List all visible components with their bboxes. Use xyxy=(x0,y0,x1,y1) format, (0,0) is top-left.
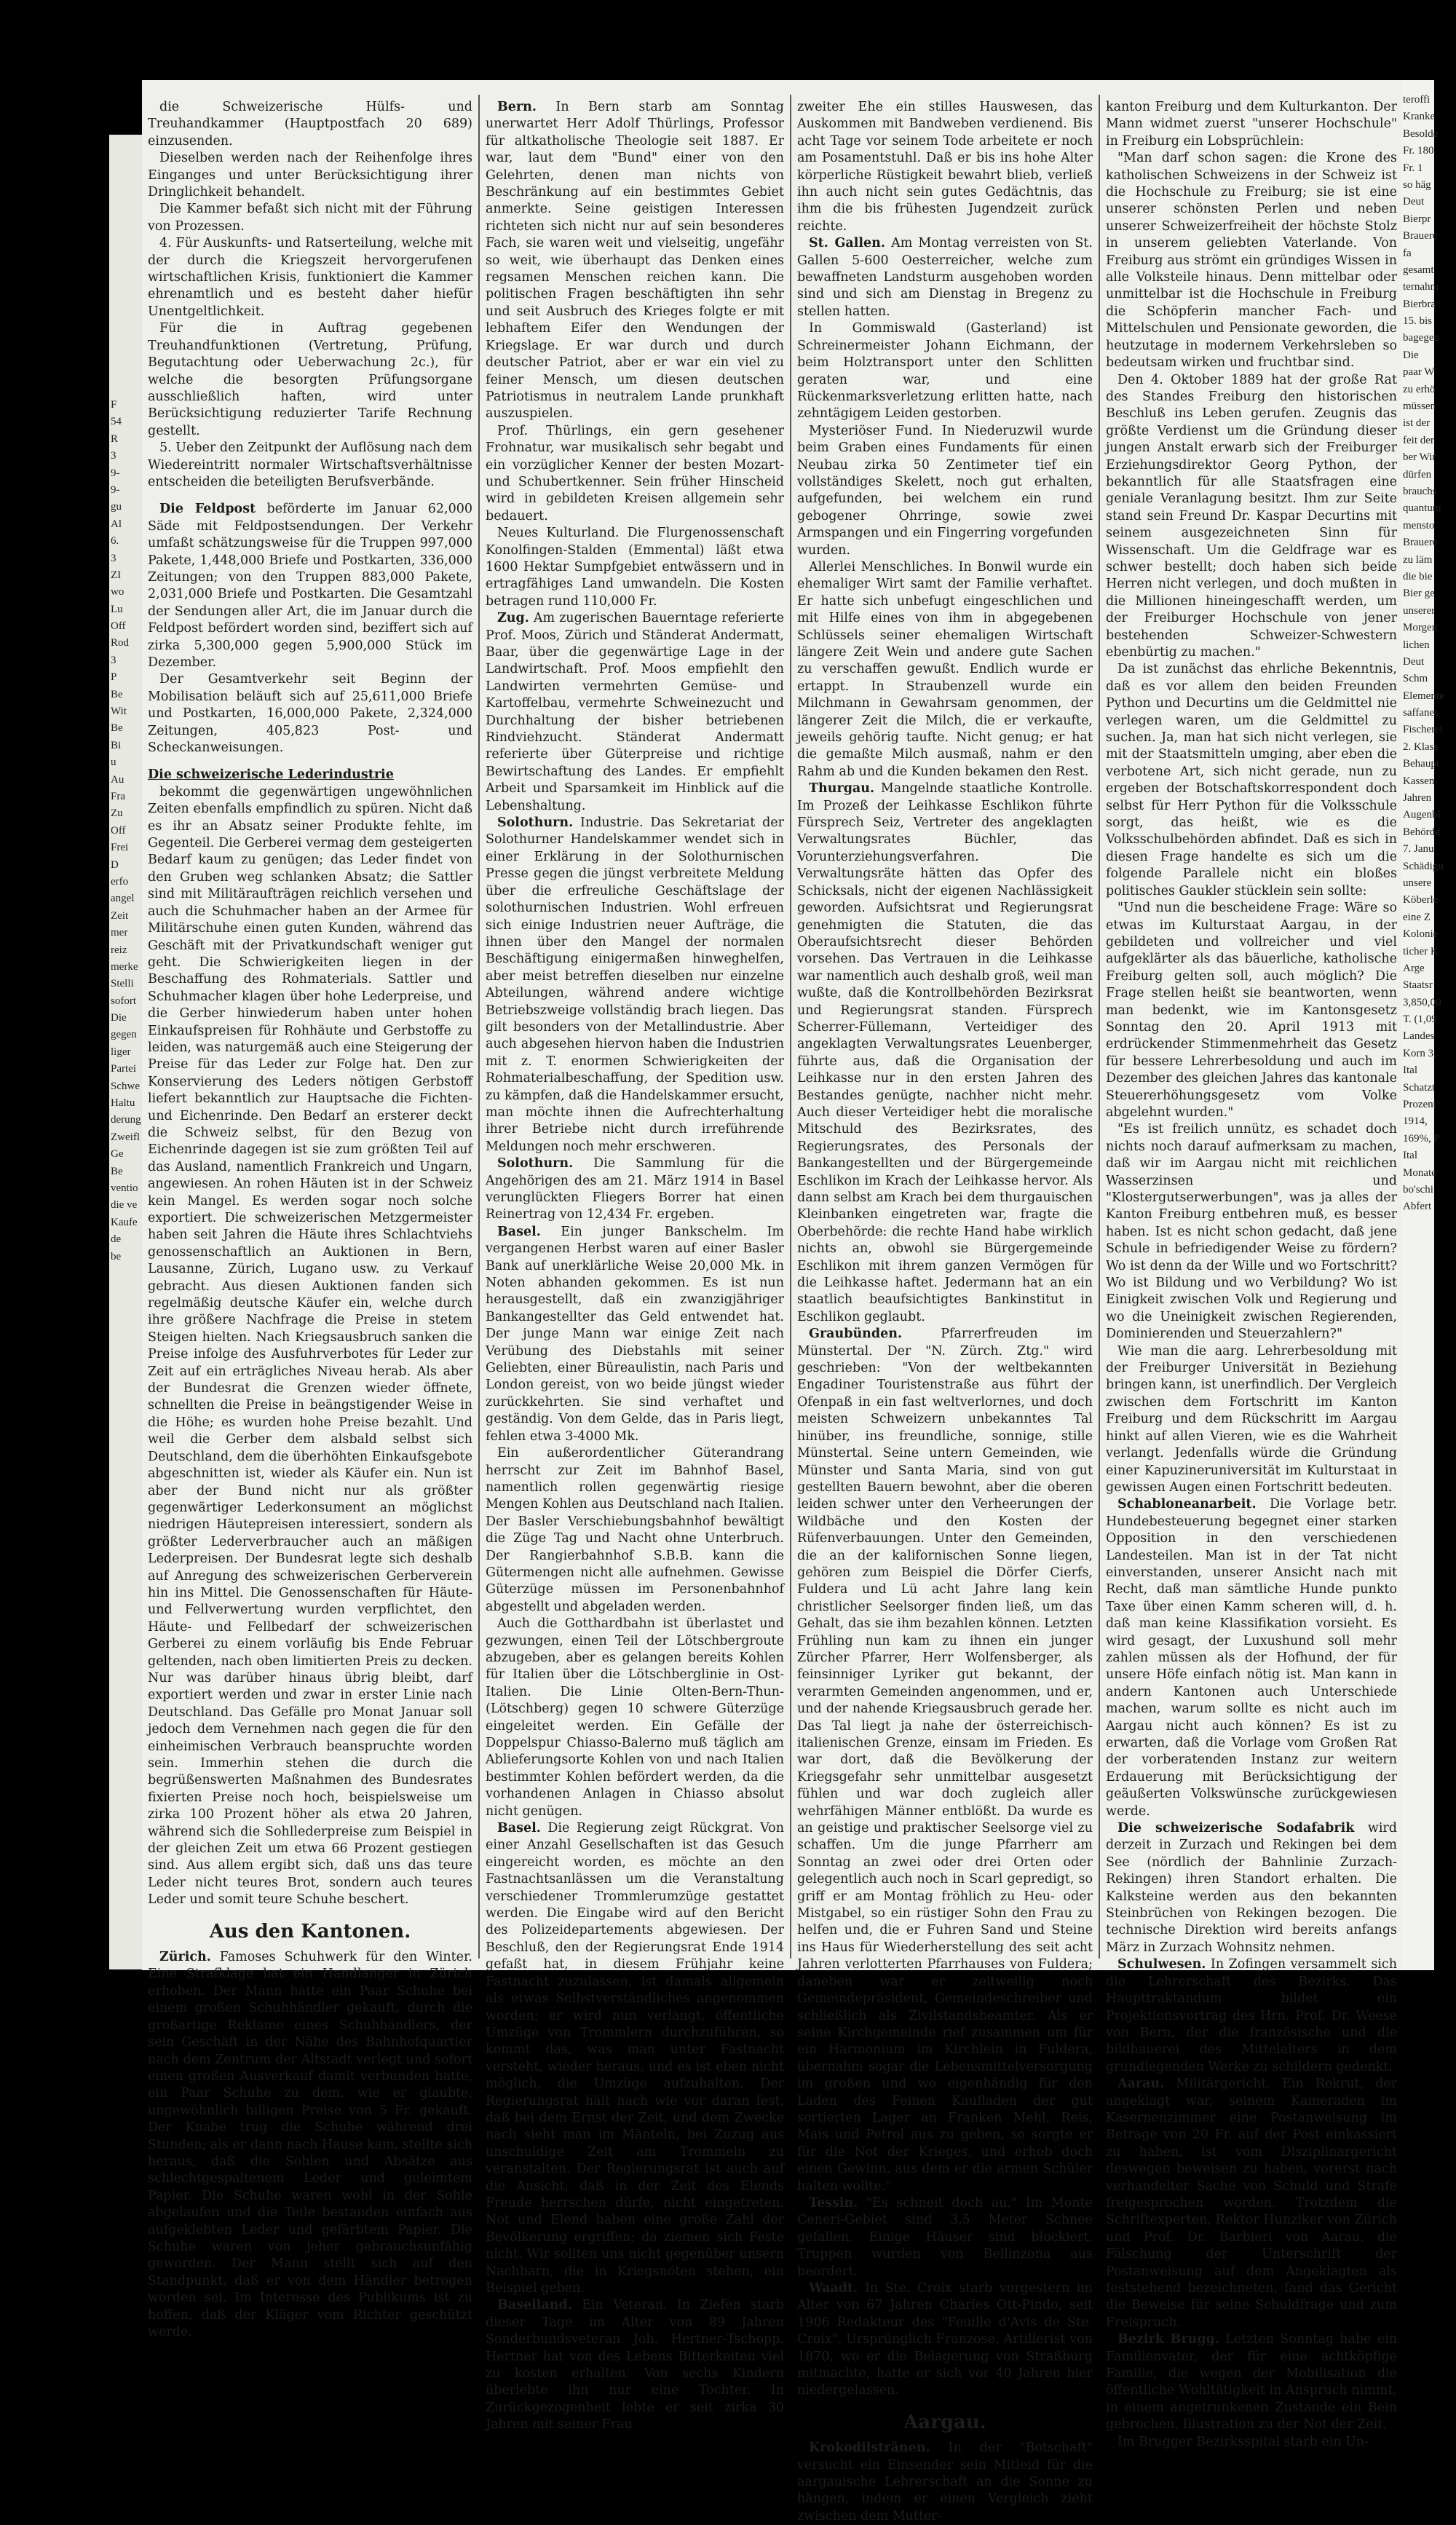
margin-fragment: Kolonie xyxy=(1403,928,1439,941)
margin-fragment: Schwe xyxy=(111,1080,140,1092)
margin-fragment: gegen xyxy=(111,1029,137,1041)
section-heading: Aus den Kantonen. xyxy=(209,1920,411,1943)
newspaper-page xyxy=(142,80,1401,2524)
article-paragraph xyxy=(1106,150,1397,371)
article-text: Am zugerischen Bauerntage referierte Prof. Moos, Zürich und Ständerat Andermatt, Baar, über die gegenwärtige Lage in der Landwirtschaft. Prof. Moos empfiehlt den Landwirten vermehrten Gemüse- und Kartoffelbau, vermehrte Schweinezucht und Durchhaltung der bisher betriebenen Rindviehzucht. Ständerat Andermatt referierte über Güterpreise und richtige Bewirtschaftung des Landes. Er empfiehlt Arbeit und Sparsamkeit im Hinblick auf die Lebenshaltung. xyxy=(486,611,784,813)
margin-fragment: Augenbl xyxy=(1403,809,1441,821)
article-text: Im Brugger Bezirksspital starb ein Un- xyxy=(1117,2434,1369,2449)
article-run-in-heading: Tessin. xyxy=(809,2195,858,2210)
margin-fragment: Brauere xyxy=(1403,537,1438,549)
margin-fragment: Off xyxy=(111,824,126,837)
article-text: Neues Kulturland. Die Flurgenossenschaft Konolfingen-Stalden (Emmental) läßt etwa 1600 Hektar Sumpfgebiet entwässern und in ertragfähiges Land umwandeln. Die Kosten betragen rund 110,000 Fr. xyxy=(486,526,784,609)
margin-fragment: die ve xyxy=(111,1199,138,1212)
margin-fragment: Zu xyxy=(111,807,123,820)
margin-fragment: paar W xyxy=(1403,366,1435,379)
margin-fragment: Be xyxy=(111,688,123,700)
article-text: In Bern starb am Sonntag unerwartet Herr Adolf Thürlings, Professor für altkatholische Theologie seit 1887. Er war, laut dem "Bund" einer von den Gelehrten, denen man nichts von Beschränkung auf ein bestimmtes Gebiet anmerkte. Seine geistigen Interessen richteten sich nicht nur auf sein besonderes Fach, sie waren weit und vielseitig, ungefähr so weit, wie überhaupt das Denken eines regsamen Menschen reichen kann. Die politischen Fragen beschäftigten ihn sehr und seit Ausbruch des Krieges folgte er mit lebhaftem Eifer den Wendungen der Kriegslage. Er war durch und durch deutscher Patriot, aber er war ein viel zu feiner Mensch, um diesen deutschen Patriotismus in neutralem Lande prunkhaft auszuspielen. xyxy=(486,100,784,422)
margin-fragment: Rod xyxy=(111,637,130,649)
article-run-in-heading: Thurgau. xyxy=(809,781,875,797)
margin-fragment: Fr. 180 xyxy=(1403,145,1434,157)
column-rule xyxy=(1099,95,1100,1959)
article-text: bekommt die gegenwärtigen ungewöhnlichen Zeiten ebenfalls empfindlich zu spüren. Nicht daß es ihr an Absatz seiner Produkte fehlte, im Gegenteil. Die Gerberei vermag dem gesteigerten Bedarf kaum zu genügen; das Leder findet von den Gruben weg schlanken Absatz; die Sattler sind mit Militäraufträgen reichlich versehen und auch die Schuhmacher haben an der Armee für Militärschuhe einen guten Kunden, während das Geschäft mit der Privatkundschaft weniger gut geht. Die Schwierigkeiten liegen in der Beschaffung des Rohmaterials. Sattler und Schuhmacher klagen über hohe Lederpreise, und die Gerber hinwiederum haben unter hohen Einkaufspreisen für Rohhäute und Gerbstoffe zu leiden, was naturgemäß auch eine Steigerung der Preise für das Leder zur Folge hat. Den zur Konservierung des Leders nötigen Gerbstoff liefert bekanntlich zur Hauptsache die Fichten- und Eichenrinde. Den Bedarf an ersterer deckt die Schweiz selbst, für den Bezug von Eichenrinde dagegen ist sie zum größten Teil auf das Ausland, namentlich Frankreich und Ungarn, angewiesen. An rohen Häuten ist in der Schweiz kein Mangel. Es werden sogar noch solche exportiert. Die schweizerischen Metzgermeister haben seit Jahren die Häute ihres Schlachtviehs genossenschaftlich an Auktionen in Bern, Lausanne, Zürich, Lugano usw. zu Verkauf gebracht. Aus diesen Auktionen fanden sich regelmäßig deutsche Käufer ein, welche durch ihre größere Nachfrage die Preise in stetem Steigen hielten. Nach Kriegsausbruch sanken die Preise infolge des Ausfuhrverbotes für Leder zur Zeit auf ein erträgliches Niveau herab. Als aber der Bundesrat die Grenzen wieder öffnete, schnellten die Preise in beängstigender Weise in die Höhe; es wurden hohe Preise bezahlt. Und weil die Gerber dem alsbald selbst sich Deutschland, dem die überhöhten Einkaufsgebote abgeschnitten ist, wieder als Käufer ein. Nun ist aber der Bund nicht nur als größter gegenwärtiger Lederkonsument an möglichst niedrigen Häutepreisen interessiert, sondern als größter Lederverbraucher auch an mäßigen Lederpreisen. Der Bundesrat legte sich deshalb auf Anregung des schweizerischen Gerberverein hin ins Mittel. Die Genossenschaften für Häute- und Fellverwertung wurden verpflichtet, den Häute- und Fellbedarf der schweizerischen Gerberei zu einem vorläufig bis Ende Februar geltenden, nach oben limitierten Preis zu decken. Nur was darüber hinaus übrig bleibt, darf exportiert werden und zwar in erster Linie nach Deutschland. Das Gefälle pro Monat Januar soll jedoch dem Vernehmen nach gegen die für den einheimischen Verbrauch beanspruchte worden sein. Immerhin stehen die durch die begrüßenswerten Maßnahmen des Bundesrates fixierten Preise noch hoch, beispielsweise um zirka 100 Prozent höher als etwa 20 Jahren, während sich die Sohllederpreise zum Beispiel in der gleichen Zeit um etwa 66 Prozent gestiegen sind. Aus allem ergibt sich, daß uns das teure Leder nicht teures Brot, sondern auch teures Leder und somit teure Schuhe beschert. xyxy=(148,784,472,1908)
margin-fragment: Korn 3, xyxy=(1403,1047,1436,1059)
article-run-in-heading: Solothurn. xyxy=(497,815,574,831)
article-text: Die Regierung zeigt Rückgrat. Von einer Anzahl Gesellschaften ist das Gesuch eingereicht worden, es möchte an den Fastnachtsanlässen um die Veranstaltung verschiedener Trommlerumzüge gestattet werden. Die Eingabe wird auf den Bericht des Polizeidepartements abgewiesen. Der Beschluß, den der Regierungsrat Ende 1914 gefaßt hat, in diesem Frühjahr keine Fastnacht zuzulassen, ist damals allgemein als etwas Selbstverständliches angenommen worden; er wird nun verlangt, öffentliche Umzüge von Trommlern durchzuführen, so kommt das, was man unter Fastnacht versteht, wieder heraus, und es ist eben nicht möglich, die Umzüge aufzuhalten. Der Regierungsrat hält nach wie vor daran fest, daß bei dem Ernst der Zeit, und dem Zwecke nach sieht man im Mänteln, bei Zuzug aus unschuldige Zeit am Trommeln zu veranstalten. Der Regierungsrat ist auch auf die Ansicht, daß in der Zeit des Elends Freude herrschen dürfe, nicht eingetreten. Not und Elend haben eine große Zahl der Bevölkerung ergriffen; da ziemen sich Feste nicht. Wir sollten uns nicht gegenüber unsern Nachbarn, die in Kriegsnöten stehen, ein Beispiel geben. xyxy=(486,1821,784,2296)
article-paragraph xyxy=(1106,900,1397,1121)
article-paragraph xyxy=(486,1155,784,1224)
article-run-in-heading: Schabloneanarbeit. xyxy=(1117,1497,1257,1512)
spacer xyxy=(148,491,472,501)
article-paragraph xyxy=(486,1820,784,2297)
article-paragraph xyxy=(1106,99,1397,150)
article-text: Den 4. Oktober 1889 hat der große Rat des Standes Freiburg den historischen Beschluß ins Leben gerufen. Zeugnis das größte Verdienst um die Gründung dieser jungen Anstalt erwarb sich der Freiburger Erziehungsdirektor Georg Python, der bekanntlich für alle Staatsfragen eine geniale Veranlagung besitzt. Ihm zur Seite stand sein Freund Dr. Kaspar Decurtins mit seinem ausgezeichneten Sinn für Wissenschaft. Um die Geldfrage war es schwer bestellt; doch haben sich beide Herren nicht verlegen, und doch mußten in die Millionen hineingeschafft werden, um der Freiburger Hochschule von jener bestehenden Schweizer-Schwestern ebenbürtig zu machen." xyxy=(1106,372,1397,660)
margin-fragment: eine Z xyxy=(1403,911,1431,923)
margin-fragment: Ital xyxy=(1403,1150,1417,1162)
margin-fragment: angel xyxy=(111,893,135,905)
margin-fragment: Brauere xyxy=(1403,230,1438,242)
article-text: In der "Botschaft" versucht ein Einsender sein Mitleid für die aargauische Lehrerschaft an die Sonne zu hängen, indem er einen Vergleich zieht zwischen dem Mutter- xyxy=(797,2441,1093,2524)
article-text: Ein junger Bankschelm. Im vergangenen Herbst waren auf einer Basler Bank auf unerklärliche Weise 20,000 Mk. in Noten abhanden gekommen. Es ist nun herausgestellt, daß ein zwanzigjähriger Bankangestellter das Geld entwendet hat. Der junge Mann war einige Zeit nach Verübung des Diebstahls mit seiner Geliebten, einer Büreaulistin, nach Paris und London gereist, von wo beide jüngst wieder zurückkehrten. Sie sind verhaftet und geständig. Von dem Gelde, das in Paris liegt, fehlen etwa 3-4000 Mk. xyxy=(486,1224,784,1444)
margin-fragment: derung xyxy=(111,1114,141,1126)
margin-fragment: müssen xyxy=(1403,400,1436,413)
margin-fragment: 3 xyxy=(111,450,116,462)
article-paragraph xyxy=(486,99,784,423)
article-paragraph xyxy=(1106,1343,1397,1497)
margin-fragment: T. (1,09 xyxy=(1403,1013,1437,1026)
margin-fragment: lichen xyxy=(1403,639,1430,651)
margin-fragment: Schm xyxy=(1403,673,1428,685)
margin-fragment: Schädigu xyxy=(1403,860,1444,872)
column-rule xyxy=(790,95,791,1959)
article-text: In Zofingen versammelt sich die Lehrerschaft des Bezirks. Das Haupttraktandum bildet ein Projektionsvortrag des Hrn. Prof. Dr. Weese von Bern, der die französische und die bildhauerei des Mittelalters in dem grundlegenden Werke zu schildern gedenkt. xyxy=(1106,1957,1397,2074)
article-run-in-heading: Bezirk Brugg. xyxy=(1117,2332,1219,2347)
margin-fragment: Fra xyxy=(111,790,125,802)
article-text: "Es schneit doch au." Im Monte Ceneri-Gebiet sind 3,5 Meter Schnee gefallen. Einige Häuser sind blockiert. Truppen wurden von Bellinzona aus beordert. xyxy=(797,2195,1093,2279)
margin-fragment: Die xyxy=(1403,349,1419,361)
margin-fragment: Monate xyxy=(1403,1166,1436,1179)
margin-fragment: 3 xyxy=(111,552,116,564)
article-run-in-heading: Baselland. xyxy=(497,2298,572,2313)
article-text: Am Montag verreisten von St. Gallen 5-600 Oesterreicher, welche zum bewaffneten Landsturm ausgehoben worden sind und sich am Dienstag in Bregenz zu stellen hatten. xyxy=(797,236,1093,319)
margin-fragment: 7. Janu xyxy=(1403,843,1434,856)
margin-fragment: 9- xyxy=(111,467,120,479)
article-run-in-heading: St. Gallen. xyxy=(809,236,885,251)
article-text: Für die in Auftrag gegebenen Treuhandfunktionen (Vertretung, Prüfung, Begutachtung oder Ueberwachung 2c.), für welche die besorgten Prüfungsorgane ausschließlich haften, wird unter Berücksichtigung reduzierter Tarife Rechnung gestellt. xyxy=(148,321,472,438)
margin-fragment: Ital xyxy=(1403,1064,1417,1077)
margin-fragment: Ge xyxy=(111,1148,124,1161)
article-paragraph xyxy=(1106,1121,1397,1343)
article-paragraph xyxy=(1106,2076,1397,2331)
article-text: Allerlei Menschliches. In Bonwil wurde ein ehemaliger Wirt samt der Familie verhaftet. Er hatte sich unbefugt eingeschlichen und mit Hilfe eines von ihm in abgegebenen Schlüssels seiner ehemaligen Wirtschaft längere Zeit Wein und andere gute Sachen zu verschaffen gewußt. Endlich wurde er ertappt. In Straubenzell wurde ein Milchmann in Gewahrsam genommen, der längerer Zeit die Milch, die er verkaufte, jeweils gehörig taufte. Nicht genug; er hat die gemaßte Milch ausmaß, nahm er den Rahm ab und die Kunden bekamen den Rest. xyxy=(797,559,1093,779)
margin-fragment: Be xyxy=(111,722,123,735)
margin-fragment: P xyxy=(111,671,117,684)
margin-fragment: Köberle xyxy=(1403,894,1439,906)
article-paragraph xyxy=(486,1224,784,1445)
article-paragraph xyxy=(148,784,472,1909)
margin-fragment: gesamt xyxy=(1403,264,1434,276)
margin-fragment: Staatsr xyxy=(1403,979,1433,992)
article-paragraph xyxy=(148,440,472,491)
article-run-in-heading: Graubünden. xyxy=(809,1327,903,1342)
article-text: Die Sammlung für die Angehörigen des am 21. März 1914 in Basel verunglückten Fliegers Borrer hat einen Reinertrag von 12,434 Fr. ergeben. xyxy=(486,1156,784,1222)
article-text: Ein außerordentlicher Güterandrang herrscht zur Zeit im Bahnhof Basel, namentlich rollen gegenwärtig riesige Mengen Kohlen aus Deutschland nach Italien. Der Basler Verschiebungsbahnhof bewältigt die Züge Tag und Nacht ohne Unterbruch. Der Rangierbahnhof S.B.B. kann die Gütermengen nicht alle aufnehmen. Gewisse Güterzüge müssen im Personenbahnhof abgestellt und abgeladen werden. xyxy=(486,1446,784,1614)
margin-fragment: mer xyxy=(111,927,128,939)
margin-fragment: Deut xyxy=(1403,655,1425,668)
article-text: "Man darf schon sagen: die Krone des katholischen Schweizens in der Schweiz ist die Hochschule zu Freiburg; sie ist eine unserer schönsten Perlen und neben unserer Schweizerfreiheit der höchste Stolz in unserem geliebten Vaterlande. Von Freiburg aus strömt ein gründiges Wissen in alle Volksteile hinaus. Denn mittelbar oder unmittelbar ist die Hochschule in Freiburg die Schöpferin mancher Fach- und Mittelschulen und Pensionate geworden, die heutzutage in modernem Verkehrsleben so bedeutsam wirken und fruchtbar sind. xyxy=(1106,151,1397,371)
margin-fragment: Off xyxy=(111,620,126,633)
article-paragraph xyxy=(486,815,784,1155)
margin-fragment: Bier ge xyxy=(1403,588,1435,600)
margin-fragment: Jahren xyxy=(1403,792,1432,805)
margin-fragment: saffanes xyxy=(1403,707,1439,719)
left-page-margin xyxy=(109,135,142,1969)
article-paragraph xyxy=(486,423,784,525)
margin-fragment: teroffi xyxy=(1403,94,1431,106)
margin-fragment: bagegen xyxy=(1403,332,1439,344)
column-1 xyxy=(148,99,472,2339)
article-paragraph xyxy=(1106,2434,1397,2451)
margin-fragment: Die xyxy=(111,1012,127,1024)
article-paragraph xyxy=(148,150,472,201)
article-text: Auch die Gotthardbahn ist überlastet und gezwungen, einen Teil der Lötschbergroute abzugeben, aber es gelangen bereits Kohlen für Italien über die Lötschberglinie in Ost-Italien. Die Linie Olten-Bern-Thun-(Lötschberg) gegen 10 schwere Güterzüge eingeleitet werden. Ein Gefälle der Doppelspur Chiasso-Balerno muß täglich am Ablieferungsorte Kohlen von und nach Italien bestimmter Kohlen befördert werden, da die vorhandenen Anlagen in Chiasso absolut nicht genügen. xyxy=(486,1616,784,1819)
margin-fragment: de xyxy=(111,1233,122,1246)
margin-fragment: D xyxy=(111,858,119,871)
article-text: In Gommiswald (Gasterland) ist Schreinermeister Johann Eichmann, der beim Holztransport unter den Schlitten geraten war, und eine Rückenmarksverletzung erlitten hatte, nach zehntägigem Leiden gestorben. xyxy=(797,321,1093,422)
article-paragraph xyxy=(1106,2331,1397,2433)
margin-fragment: Landes xyxy=(1403,1030,1435,1043)
margin-fragment: Stelli xyxy=(111,978,134,990)
article-text: Famoses Schuhwerk für den Winter. Eine Strafklage hat ein Handlanger in Zürich erhoben. Der Mann hatte ein Paar Schuhe bei einem großen Schuhhändler gekauft, durch die großartige Reklame eines Schuhhändlers, der sein Geschäft in der Nähe des Bahnhofquartier nach dem Zentrum der Altstadt verlegt und sofort einen großen Ausverkauf damit verbunden hatte, ein Paar Schuhe zu dem, wie er glaubte, ungewöhnlich billigen Preise von 5 Fr. gekauft. Der Knabe trug die Schuhe während drei Stunden; als er dann nach Hause kam, stellte sich heraus, daß die Sohlen und Absätze aus schlechtgespaltenem Leder und geleimtem Papier. Die Schuhe waren wohl in der Sohle abgelaufen und die Teile bestanden einfach aus aufgeklebten Leder und gefärbtem Papier. Die Schuhe waren von jeher gebrauchsunfähig geworden. Der Mann stellt sich auf den Standpunkt, daß er von dem Händler betrogen worden sei. Im Interesse des Publikums ist zu hoffen, daß der Kläger vom Richter geschützt werde. xyxy=(148,1950,472,2339)
margin-fragment: 3,850,00 xyxy=(1403,996,1441,1008)
margin-fragment: erfo xyxy=(111,875,129,888)
article-paragraph xyxy=(486,1445,784,1616)
margin-fragment: 2. Klass xyxy=(1403,740,1439,753)
margin-fragment: feit der xyxy=(1403,434,1434,446)
margin-fragment: Fr. 1 xyxy=(1403,162,1423,174)
article-text: Pfarrerfreuden im Münstertal. Der "N. Zürch. Ztg." wird geschrieben: "Von der weltbekannten Engadiner Touristenstraße aus führt der Ofenpaß in ein fast weltverlornes, und doch meisten Schweizern unbekanntes Tal hinüber, ins freundliche, sonnige, stille Münstertal. Seine untern Gemeinden, wie Münster und Santa Maria, sind von gut gestellten Bauern bewohnt, aber die oberen leiden schwer unter den Verheerungen der Wildbäche und den Kosten der Rüfenverbauungen. Unter den Gemeinden, die an der kalifornischen Sonne liegen, gehören zum Beispiel die Dörfer Cierfs, Fuldera und Lü acht Jahre lang kein christlicher Seelsorger finden ließ, um das Gehalt, das sie ihm bezahlen können. Letzten Frühling nun kam zu ihnen ein junger Zürcher Pfarrer, Herr Wolfensberger, als feinsinniger Lyriker gut bekannt, der verarmten Gemeinden angenommen, und er, und der nahende Kriegsausbruch gerade her. Das Tal liegt ja nahe der österreichisch-italienischen Grenze, einsam im Frieden. Es war dort, daß die Bevölkerung der Kriegsgefahr sehr unmittelbar ausgesetzt fühlen und war doch zugleich aller wehrfähigen Männer entblößt. Da wurde es an geistige und praktischer Seelsorge viel zu schaffen. Um die junge Pfarrherr am Sonntag an zwei oder drei Orten oder gelegentlich auch noch in Scarl gepredigt, so griff er am Montag fröhlich zu Heu- oder Mistgabel, so ein rüstiger Sohn den Frau zu helfen und, die er Fuhren Sand und Steine ins Haus für Wiederherstellung des seit acht Jahren verlotterten Pfarrhauses von Fuldera; daneben war er zeitweilig noch Gemeindepräsident, Gemeindeschreiber und schließlich als Zivilstandsbeamter. Als er seine Kirchgemeinde rief zusammen um für ein Harmonium im Kirchlein in Fuldera, übernahm sogar die Lebensmittelversorgung im großen und wo eigenhändig für den Laden des Feinen Kaufladen der gut sortierten Lager an Franken Mehl, Reis, Mais und Petrol aus zu geben, so sorgte er für die Not der Krieges, und erhob doch einen Gewinn, aus dem er die armen Schüler halten wollte." xyxy=(797,1327,1093,2194)
margin-fragment: 54 xyxy=(111,416,122,428)
article-text: "Es ist freilich unnütz, es schadet doch nichts noch darauf aufmerksam zu machen, daß wir im Aargau nicht mit reichlichen Wasserzinsen und "Klostergutserwerbungen", was ja alles der Kanton Freiburg entbehren muß, es besser haben. Ist es nicht schon gedacht, daß jene Schule in befriedigender Weise zu fördern? Wo ist denn da der Wille und wo Fortschritt? Wo ist Bildung und wo Verbildung? Wo ist Einigkeit zwischen Volk und Regierung und wo die Uneinigkeit zwischen Regierenden, Dominierenden und Steuerzahlern?" xyxy=(1106,1122,1397,1342)
margin-fragment: Abfert xyxy=(1403,1201,1432,1213)
margin-fragment: Bi xyxy=(111,739,122,751)
margin-fragment: so häg xyxy=(1403,178,1431,191)
margin-fragment: merke xyxy=(111,960,138,973)
article-run-in-heading: Krokodilstränen. xyxy=(809,2441,930,2456)
margin-fragment: zu läm xyxy=(1403,553,1433,566)
margin-fragment: Schatzt xyxy=(1403,1081,1436,1094)
article-run-in-heading: Zürich. xyxy=(159,1950,211,1965)
article-text: "Und nun die bescheidene Frage: Wäre so etwas im Kulturstaat Aargau, in der gebildeten und vollreicher und viel aufgeklärter als das bäuerliche, katholische Freiburg gelten soll, auch möglich? Die Frage stellen heißt sie beantworten, wenn man bedenkt, wie im Kantonsgesetz Sonntag den 20. April 1913 mit erdrückender Stimmenmehrheit das Gesetz für bessere Lehrerbesoldung und auch im Dezember des gleichen Jahres das kantonale Steuererhöhungsgesetz vom Volke abgelehnt wurden." xyxy=(1106,901,1397,1120)
margin-fragment: ticher K xyxy=(1403,945,1439,957)
left-margin-fragments xyxy=(111,397,141,1265)
article-paragraph xyxy=(797,559,1093,781)
margin-fragment: Haltu xyxy=(111,1097,135,1110)
article-text: Ein Veteran. In Ziefen starb dieser Tage im Alter von 89 Jahren Sonderbundsveteran Joh. Hertner-Tschopp. Hertner hat von des Lebens Bitterkeiten viel zu kosten erhalten. Von sechs Kindern überlebte ihn nur eine Tochter. In Zurückgezogenheit lebte er seit zirka 30 Jahren mit seiner Frau xyxy=(486,2298,784,2433)
column-4 xyxy=(1106,99,1397,2449)
article-title: Die schweizerische Lederindustrie xyxy=(148,767,394,783)
article-text: Letzten Sonntag habe ein Familienvater, der für eine achtköpfige Familie, die wegen der Mobilisation die öffentliche Wohltätigkeit in Anspruch nimmt, in einem angetrunkenen Zustande ein Bein gebrochen. Illustration zu der Not der Zeit. xyxy=(1106,2332,1397,2433)
article-run-in-heading: Waadt. xyxy=(809,2281,858,2296)
margin-fragment: 6. xyxy=(111,535,119,548)
margin-fragment: Bierpr xyxy=(1403,213,1431,225)
margin-fragment: brauchs xyxy=(1403,485,1437,497)
article-text: Die Vorlage betr. Hundebesteuerung begegnet einer starken Opposition in den verschiedenen Landesteilen. Man ist in der Tat nicht einverstanden, unserer Ansicht nach mit Recht, daß man sämtliche Hunde punkto Taxe über einen Kamm scheren will, d. h. daß man keine Klassifikation vorsieht. Es wird gesagt, der Luxushund soll mehr zahlen müssen als der Hofhund, der für unsere Höfe einfach nötig ist. Man kann in andern Kantonen auch Unterschiede machen, warum sollte es nicht auch im Aargau nicht auch können? Es ist zu erwarten, daß die Vorlage vom Großen Rat der vorberatenden Instanz zur weitern Erdauerung mit Berücksichtigung der geäußerten Volkswünsche zurückgewiesen werde. xyxy=(1106,1497,1397,1819)
article-run-in-heading: Basel. xyxy=(497,1224,541,1239)
margin-fragment: unsere xyxy=(1403,877,1432,889)
margin-fragment: 9- xyxy=(111,483,120,496)
article-paragraph xyxy=(797,235,1093,320)
margin-fragment: ternahm xyxy=(1403,281,1439,293)
margin-fragment: Frei xyxy=(111,842,129,854)
margin-fragment: Elemente xyxy=(1403,689,1444,702)
article-run-in-heading: Zug. xyxy=(497,611,529,626)
article-paragraph xyxy=(148,201,472,235)
article-text: Dieselben werden nach der Reihenfolge ihres Einganges und unter Berücksichtigung ihrer Dringlichkeit behandelt. xyxy=(148,151,472,200)
margin-fragment: 1914, xyxy=(1403,1115,1428,1128)
article-paragraph xyxy=(486,525,784,610)
margin-fragment: fa xyxy=(1403,247,1412,259)
margin-fragment: Arge xyxy=(1403,962,1425,974)
article-text: In Ste. Croix starb vorgestern im Alter von 67 Jahren Charles Ott-Pindo, seit 1906 Redakteur des "Feuille d'Avis de Ste. Croix". Ursprünglich Franzose, Artillerist von 1870, wo er die Belagerung von Straßburg mitmachte, hatte er sich vor 40 Jahren hier niedergelassen. xyxy=(797,2281,1093,2398)
article-paragraph xyxy=(1106,1956,1397,2076)
article-text: Prof. Thürlings, ein gern gesehener Frohnatur, war musikalisch sehr begabt und ein vorzüglicher Kenner der besten Mozart- und Schubertkenner. Sein früher Hinscheid wird in gebildeten Kreisen allgemein sehr bedauert. xyxy=(486,423,784,523)
article-text: Militärgericht. Ein Rekrut, der angeklagt war, seinem Kameraden im Kasernenzimmer eine Postanweisung im Betrage von 20 Fr. auf der Post einkassiert zu haben, ist vom Disziplinargericht deswegen beweisen zu haben, vorerst nach verhandelter Sache von Schuld und Strafe freigesprochen worden. Trotzdem die Schriftexperten, Rektor Hunziker von Zürich und Prof. Dr. Barbieri von Aarau, die Fälschung der Unterschrift der Postanweisung auf dem Angeklagten als feststehend bezeichneten, fand das Gericht die Beweise für seine Schuldfrage und zum Freispruch. xyxy=(1106,2076,1397,2330)
margin-fragment: ZI xyxy=(111,569,122,581)
margin-fragment: Besolde xyxy=(1403,127,1439,140)
spacer xyxy=(148,756,472,767)
article-paragraph xyxy=(148,235,472,320)
margin-fragment: wo xyxy=(111,586,124,598)
article-paragraph xyxy=(486,2297,784,2433)
article-paragraph xyxy=(1106,372,1397,662)
margin-fragment: mensto xyxy=(1403,519,1435,532)
margin-fragment: dürfen xyxy=(1403,468,1432,481)
margin-fragment: Lu xyxy=(111,603,123,615)
margin-fragment: Kaufe xyxy=(111,1216,138,1228)
article-run-in-heading: Die schweizerische Sodafabrik xyxy=(1117,1821,1355,1836)
article-paragraph xyxy=(797,2280,1093,2400)
article-paragraph xyxy=(148,320,472,440)
article-paragraph xyxy=(148,1949,472,2341)
article-run-in-heading: Die Feldpost xyxy=(159,502,256,517)
margin-fragment: u xyxy=(111,756,116,769)
article-paragraph xyxy=(486,1616,784,1820)
article-text: wird derzeit in Zurzach und Rekingen bei dem See (nördlich der Bahnlinie Zurzach-Rekingen) ihren Standort erhalten. Die Kalksteine werden aus den bekannten Steinbrüchen von Rekingen bezogen. Die technische Direktion wird bereits anfangs März in Zurzach Wohnsitz nehmen. xyxy=(1106,1821,1397,1955)
article-paragraph xyxy=(486,610,784,815)
margin-fragment: sofort xyxy=(111,995,136,1007)
article-paragraph xyxy=(1106,1496,1397,1820)
margin-fragment: Behörde xyxy=(1403,826,1440,838)
margin-fragment: Morgen xyxy=(1403,622,1438,634)
article-run-in-heading: Aarau. xyxy=(1117,2076,1165,2092)
article-text: kanton Freiburg und dem Kulturkanton. Der Mann widmet zuerst "unserer Hochschule" in Freiburg ein Lobsprüchlein: xyxy=(1106,100,1397,149)
margin-fragment: reiz xyxy=(111,944,127,956)
margin-fragment: Kranke xyxy=(1403,111,1436,123)
article-text: Mysteriöser Fund. In Niederuzwil wurde beim Graben eines Fundaments für einen Neubau zirka 50 Zentimeter tief ein vollständiges Skelett, noch gut erhalten, aufgefunden, bei welchem ein rund gebogener Ohrringe, sowie zwei Armspangen und ein Fingerring vorgefunden wurden. xyxy=(797,423,1093,558)
article-run-in-heading: Schulwesen. xyxy=(1117,1957,1206,1972)
margin-fragment: Be xyxy=(111,1165,123,1177)
article-text: 4. Für Auskunfts- und Ratserteilung, welche mit der durch die Kriegszeit hervorgerufenen wirtschaftlichen Krisis, funktioniert die Kammer ehrenamtlich und es besteht daher hiefür Unentgeltlichkeit. xyxy=(148,236,472,319)
article-text: Da ist zunächst das ehrliche Bekenntnis, daß es vor allem den beiden Freunden Python und Decurtins um die Geldmittel nie verlegen waren, um die Geldmittel zu suchen. Ja, man hat sich nicht verlegen, sie mit der Staatsmitteln umging, aber eben die verbotene Art, sich nicht gerade, nun zu ergeben der Botschaftskorrespondent doch selbst für Herr Python für die Volksschule sorgt, das heißt, wie es die Volksschulbehörden abfindet. Daß es sich in diesen Frage handelte es sich um die folgende Parallele nicht ein bloßes politisches Gaukler stücklein sein sollte: xyxy=(1106,662,1397,898)
article-text: Wie man die aarg. Lehrerbesoldung mit der Freiburger Universität in Beziehung bringen kann, ist unerfindlich. Der Vergleich zwischen dem Fortschritt im Kanton Freiburg und dem Rückschritt im Aargau hinkt auf allen Vieren, wie es die Wahrheit verlangt. Jedenfalls würde die Gründung einer Kapuzineruniversität im Kulturstaat in gewissen Augen einen Fortschritt bedeuten. xyxy=(1106,1343,1397,1495)
margin-fragment: Wit xyxy=(111,706,127,718)
margin-fragment: Au xyxy=(111,773,124,786)
article-text: die Schweizerische Hülfs- und Treuhandkammer (Hauptpostfach 20 689) einzusenden. xyxy=(148,100,472,149)
margin-fragment: Al xyxy=(111,518,122,530)
margin-fragment: F xyxy=(111,399,117,411)
margin-fragment: Fischerei xyxy=(1403,724,1443,736)
article-paragraph xyxy=(797,2440,1093,2525)
margin-fragment: Behaupt xyxy=(1403,758,1439,770)
article-paragraph xyxy=(797,2195,1093,2280)
margin-fragment: be xyxy=(111,1250,122,1262)
article-run-in-heading: Bern. xyxy=(497,100,537,114)
article-text: Industrie. Das Sekretariat der Solothurner Handelskammer wendet sich in einer Erklärung in der Solothurnischen Presse gegen die jüngst verbreitete Meldung über die erfreuliche Geschäftslage der solothurnischen Industrien. Wohl erfreuen sich einige Industrien neuer Aufträge, die ihnen über den Mangel der normalen Beschäftigung einigermaßen hinweghelfen, aber meist betreffen dieselben nur einzelne Abteilungen, während andere wichtige Betriebszweige vollständig brach liegen. Das gilt besonders von der Metallindustrie. Aber auch abgesehen hiervon haben die Industrien mit z. T. enormen Schwierigkeiten der Rohmaterialbeschaffung, der Spedition usw. zu kämpfen, daß die Handelskammer ersucht, man möchte ihnen die Aufrechterhaltung ihrer Betriebe nicht durch irreführende Meldungen noch mehr erschweren. xyxy=(486,815,784,1154)
margin-fragment: Partei xyxy=(111,1063,136,1075)
article-text: Mangelnde staatliche Kontrolle. Im Prozeß der Leihkasse Eschlikon führte Fürsprech Seiz, Vertreter des angeklagten Verwaltungsrates Büchler, das Vorunterziehungsverfahren. Die Verwaltungsräte hätten das Opfer des Schicksals, nicht der eigenen Nachlässigkeit geworden. Aufsichtsrat und Regierungsrat genehmigten die Statuten, die das Oberaufsichtsrecht dieser Behörden vorsehen. Das Vertrauen in die Leihkasse war namentlich auch deshalb groß, weil man wußte, daß die Kontrollbehörden Bezirksrat und Regierungsrat standen. Fürsprech Scherrer-Füllemann, Verteidiger des angeklagten Verwaltungsrates Leuenberger, führte aus, daß die Organisation der Leihkasse nur in den ersten Jahren des Bestandes genügte, nachher nicht mehr. Auch dieser Verteidiger hebt die moralische Mitschuld des Bezirksrates, des Regierungsrates, des Personals der Bankangestellten und der Bürgergemeinde Eschlikon im Krach der Leihkasse hervor. Als dann selbst am Krach bei dem thurgauischen Kleinbanken eingetreten war, fragte die Oberbehörde: die rechte Hand habe wirklich nichts an, obwohl sie Bürgergemeinde Eschlikon mit ihrem ganzen Vermögen für die Leihkasse haftet. Jedermann hat an ein staatlich beaufsichtigtes Bankinstitut in Eschlikon geglaubt. xyxy=(797,781,1093,1324)
column-2 xyxy=(486,99,784,2433)
column-3 xyxy=(797,99,1093,2524)
column-rule xyxy=(478,95,480,1959)
margin-fragment: ist der xyxy=(1403,417,1431,430)
margin-fragment: Zeit xyxy=(111,909,129,922)
article-text: Die Kammer befaßt sich nicht mit der Führung von Prozessen. xyxy=(148,202,472,234)
margin-fragment: Deut xyxy=(1403,196,1425,208)
margin-fragment: unserer xyxy=(1403,604,1436,617)
article-paragraph xyxy=(1106,661,1397,900)
article-paragraph xyxy=(148,99,472,150)
article-run-in-heading: Basel. xyxy=(497,1821,541,1836)
margin-fragment: quantum xyxy=(1403,502,1441,515)
article-text: beförderte im Januar 62,000 Säde mit Feldpostsendungen. Der Verkehr umfaßt schätzungsweise für die Truppen 997,000 Pakete, 1,448,000 Briefe und Postkarten, 336,000 Zeitungen; von den Truppen 883,000 Pakete, 2,031,000 Briefe und Postkarten. Die Gesamtzahl der Sendungen aller Art, die im Januar durch die Feldpost befördert worden sind, beziffert sich auf zirka 5,300,000 gegen 5,900,000 Stück im Dezember. xyxy=(148,502,472,670)
margin-fragment: Kassen xyxy=(1403,775,1435,787)
margin-fragment: gu xyxy=(111,501,122,513)
article-paragraph xyxy=(797,781,1093,1326)
article-paragraph xyxy=(797,1326,1093,2195)
margin-fragment: 3 xyxy=(111,654,116,666)
article-paragraph xyxy=(797,320,1093,422)
article-paragraph xyxy=(797,423,1093,559)
article-paragraph xyxy=(148,671,472,756)
margin-fragment: ber Wir xyxy=(1403,451,1436,464)
margin-fragment: die bie xyxy=(1403,570,1433,582)
margin-fragment: liger xyxy=(111,1046,131,1058)
article-paragraph xyxy=(148,501,472,671)
article-paragraph xyxy=(1106,1820,1397,1956)
article-text: Der Gesamtverkehr seit Beginn der Mobilisation beläuft sich auf 25,611,000 Briefe und Postkarten, 16,000,000 Pakete, 2,324,000 Zeitungen, 405,823 Post- und Scheckanweisungen. xyxy=(148,672,472,756)
article-text: zweiter Ehe ein stilles Hauswesen, das Auskommen mit Bandweben verdienend. Bis acht Tage vor seinem Tode arbeitete er noch am Posamentstuhl. Daß er bis ins hohe Alter körperliche Rüstigkeit bewahrt blieb, verließ ihn auch nicht sein gutes Gedächtnis, das ihm die bis frühesten Jugendzeit zurück reichte. xyxy=(797,100,1093,234)
margin-fragment: R xyxy=(111,432,119,445)
section-heading: Aargau. xyxy=(903,2411,986,2433)
article-text: 5. Ueber den Zeitpunkt der Auflösung nach dem Wiedereintritt normaler Wirtschaftsverhältnisse entscheiden die beteiligten Berufsverbände. xyxy=(148,440,472,489)
right-page-margin xyxy=(1401,80,1444,1970)
margin-fragment: Prozent xyxy=(1403,1099,1436,1111)
margin-fragment: 169%, P xyxy=(1403,1132,1440,1145)
article-run-in-heading: Solothurn. xyxy=(497,1156,574,1171)
margin-fragment: zu erhö xyxy=(1403,383,1436,395)
margin-fragment: 15. bis xyxy=(1403,315,1433,328)
article-paragraph xyxy=(797,99,1093,235)
margin-fragment: ventio xyxy=(111,1182,138,1194)
margin-fragment: Zweifl xyxy=(111,1131,140,1143)
margin-fragment: Bierbra xyxy=(1403,298,1436,310)
margin-fragment: bo'schi xyxy=(1403,1184,1433,1196)
right-margin-fragments xyxy=(1403,92,1444,1216)
